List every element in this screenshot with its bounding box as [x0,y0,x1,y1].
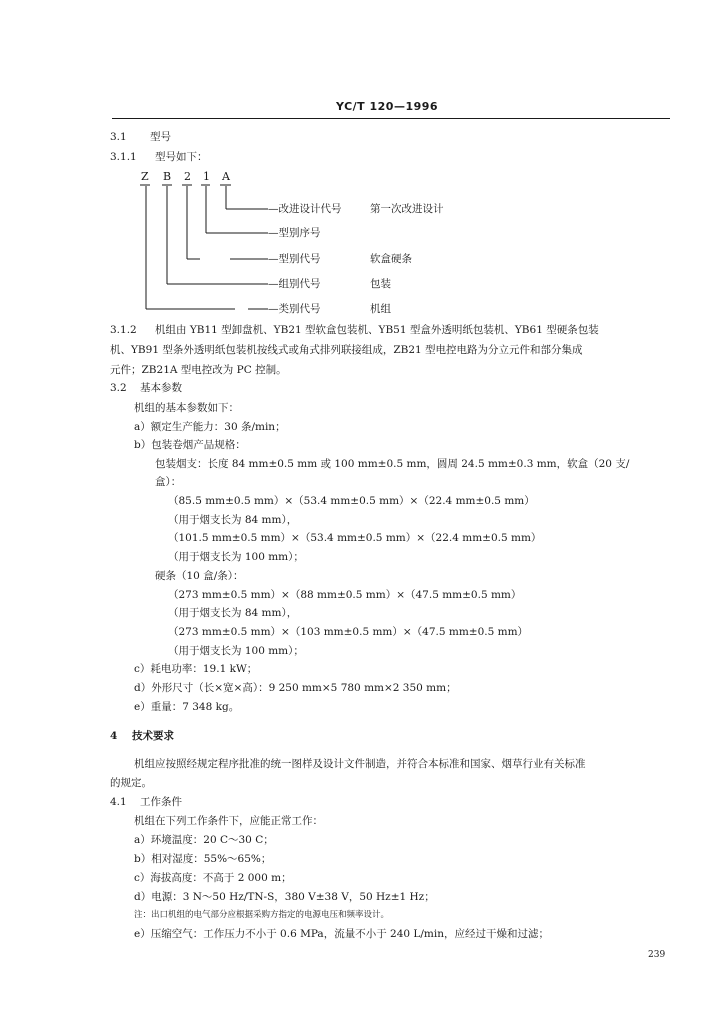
section-4-1-number: 4.1 [110,796,127,808]
section-3-1-2-line-2: 机、YB91 型条外透明纸包装机按线式或角式排列联接组成，ZB21 型电控电路为分立元件和部分集成 [110,344,583,356]
section-3-2-title: 基本参数 [140,382,182,394]
model-code-digit-1: 1 [203,170,210,183]
param-hard-carton-note-2: （用于烟支长为 100 mm）； [168,645,304,657]
condition-item-e: e）压缩空气：工作压力不小于 0.6 MPa，流量不小于 240 L/min，应经过干燥和过滤； [134,928,549,940]
header-title: YC/T 120—1996 [336,100,439,113]
model-code-digit-2: 2 [184,170,191,183]
condition-item-a: a）环境温度：20 C～30 C； [134,834,274,846]
code-legend-value-5: 机组 [370,303,391,315]
model-code-diagram-lines [0,0,726,330]
section-3-2-number: 3.2 [110,382,127,394]
param-item-c: c）耗电功率：19.1 kW； [134,663,258,675]
code-legend-label-1: —改进设计代号 [268,203,342,215]
param-hard-carton-note-1: （用于烟支长为 84 mm）， [168,607,298,619]
section-4-1-title: 工作条件 [140,796,182,808]
condition-item-d: d）电源：3 N～50 Hz/TN-S，380 V±38 V，50 Hz±1 Hz； [134,891,435,903]
code-legend-value-3: 软盒硬条 [370,253,412,265]
model-code-letter-a: A [222,170,230,183]
model-code-letter-b: B [163,170,172,183]
section-4-number: 4 [110,730,118,742]
param-cigarette-spec: 包装烟支：长度 84 mm±0.5 mm 或 100 mm±0.5 mm，圆周 24.5 mm±0.3 mm，软盒（20 支/ [155,458,630,470]
code-legend-label-5: —类别代号 [268,303,321,315]
param-hard-carton-dim-2: （273 mm±0.5 mm）×（103 mm±0.5 mm）×（47.5 mm±0.5 mm） [168,626,529,638]
condition-item-b: b）相对湿度：55%～65%； [134,853,272,865]
section-3-1-number: 3.1 [110,131,127,143]
param-soft-pack-dim-2: （101.5 mm±0.5 mm）×（53.4 mm±0.5 mm）×（22.4 mm±0.5 mm） [168,532,542,544]
code-legend-label-4: —组别代号 [268,278,321,290]
section-3-1-2-line-1: 机组由 YB11 型卸盘机、YB21 型软盒包装机、YB51 型盒外透明纸包装机、YB61 型硬条包装 [155,324,599,336]
param-item-d: d）外形尺寸（长×宽×高）：9 250 mm×5 780 mm×2 350 mm； [134,682,457,694]
param-soft-pack-note-2: （用于烟支长为 100 mm）； [168,551,304,563]
section-4-line-1: 机组应按照经规定程序批准的统一图样及设计文件制造，并符合本标准和国家、烟草行业有关标准 [134,758,586,770]
page-number: 239 [648,950,666,960]
code-legend-label-2: —型别序号 [268,227,321,239]
section-4-line-2: 的规定。 [110,777,152,789]
section-3-2-intro: 机组的基本参数如下： [134,402,239,414]
param-hard-carton-dim-1: （273 mm±0.5 mm）×（88 mm±0.5 mm）×（47.5 mm±0.5 mm） [168,589,522,601]
condition-item-c: c）海拔高度：不高于 2 000 m； [134,872,292,884]
param-item-a: a）额定生产能力：30 条/min； [134,421,286,433]
param-soft-pack-note-1: （用于烟支长为 84 mm）， [168,514,298,526]
param-cigarette-spec-cont: 盒）： [155,476,182,488]
section-3-1-2-number: 3.1.2 [110,324,137,336]
model-code-letter-z: Z [141,170,149,183]
section-3-1-1-text: 型号如下： [155,151,208,163]
condition-note: 注：出口机组的电气部分应根据采购方指定的电源电压和频率设计。 [134,910,390,920]
param-hard-carton: 硬条（10 盒/条）： [155,570,244,582]
code-legend-value-4: 包装 [370,278,391,290]
code-legend-value-1: 第一次改进设计 [370,203,444,215]
section-3-1-1-number: 3.1.1 [110,151,137,163]
param-item-e: e）重量：7 348 kg。 [134,701,240,713]
section-4-1-intro: 机组在下列工作条件下，应能正常工作： [134,815,323,827]
section-4-title: 技术要求 [132,730,174,742]
section-3-1-2-line-3: 元件；ZB21A 型电控改为 PC 控制。 [110,364,287,376]
code-legend-label-3: —型别代号 [268,253,321,265]
section-3-1-title: 型号 [150,131,171,143]
param-soft-pack-dim-1: （85.5 mm±0.5 mm）×（53.4 mm±0.5 mm）×（22.4 mm±0.5 mm） [168,495,535,507]
param-item-b: b）包装卷烟产品规格： [134,439,246,451]
